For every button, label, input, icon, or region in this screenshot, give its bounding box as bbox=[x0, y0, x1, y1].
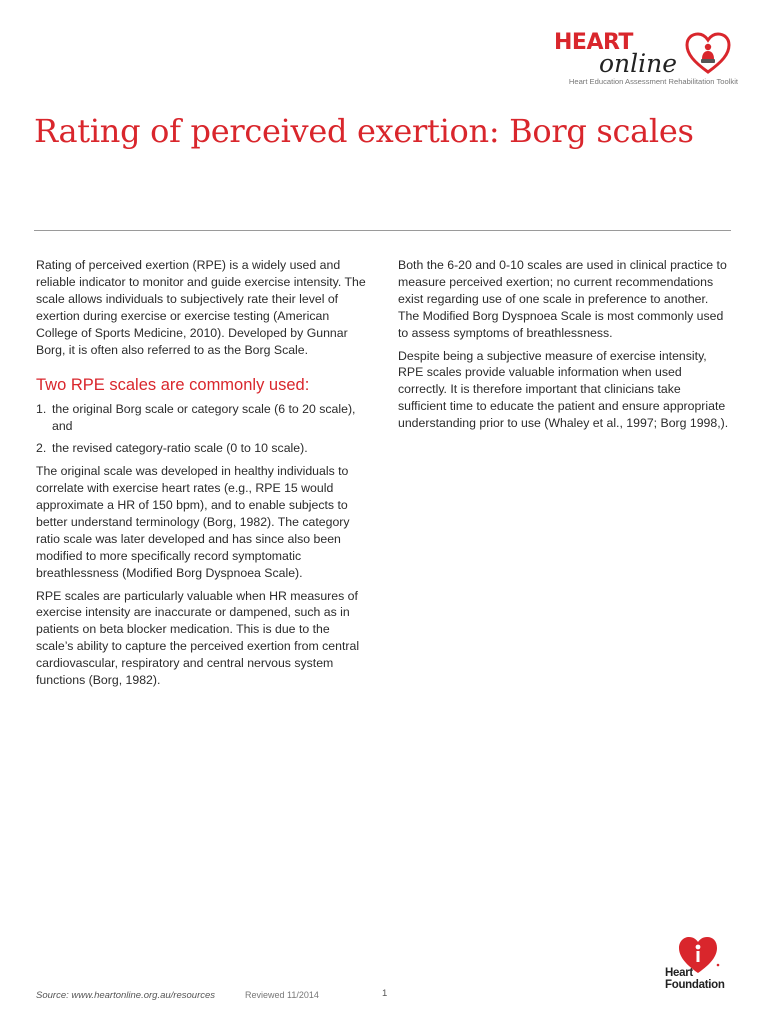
page-title: Rating of perceived exertion: Borg scales bbox=[34, 112, 694, 150]
foundation-line-2: Foundation bbox=[665, 979, 725, 991]
heart-foundation-logo bbox=[660, 935, 740, 995]
right-column bbox=[398, 257, 732, 438]
left-column bbox=[36, 257, 370, 695]
list-item-number: 2. bbox=[36, 441, 47, 456]
original-scale-paragraph: The original scale was developed in healthy individuals to correlate with exercise heart rates (e.g., RPE 15 would approximate a HR of 150 bpm), and to enable subjects to better understand terminology (Borg, 1982). The category ratio scale was later developed and has since also been modified to more specifically record symptomatic breathlessness (Modified Borg Dyspnoea Scale). bbox=[36, 464, 350, 580]
heartonline-logo bbox=[548, 26, 738, 92]
heart-foundation-wordmark bbox=[665, 967, 735, 991]
clinical-use-paragraph: Both the 6-20 and 0-10 scales are used in clinical practice to measure perceived exertion; no current recommendations exist regarding use of one scale in preference to another. The Modified Borg Dyspnoea Scale is most commonly used to assess symptoms of breathlessness. bbox=[398, 258, 727, 340]
logo-online-text: online bbox=[599, 49, 678, 78]
scales-subheading: Two RPE scales are commonly used: bbox=[36, 376, 310, 395]
intro-paragraph: Rating of perceived exertion (RPE) is a widely used and reliable indicator to monitor and guide exercise intensity. The scale allows individuals to subjectively rate their level of exertion during exercise or exercise testing (American College of Sports Medicine, 2010). Developed by Gunnar Borg, it is often also referred to as the Borg Scale. bbox=[36, 258, 366, 357]
foundation-line-1: Heart bbox=[665, 967, 693, 979]
scales-list bbox=[36, 401, 370, 457]
list-item-text: the revised category-ratio scale (0 to 10 scale). bbox=[52, 441, 308, 456]
footer-source: Source: www.heartonline.org.au/resources bbox=[36, 990, 216, 1001]
rpe-value-paragraph: RPE scales are particularly valuable when HR measures of exercise intensity are inaccurate or dampened, such as in patients on beta blocker medication. This is due to the scale’s ability to capture the perceived exertion from central cardiovascular, respiratory and central nervous system functions (Borg, 1982). bbox=[36, 588, 360, 688]
page-number: 1 bbox=[382, 988, 388, 999]
list-item-number: 1. bbox=[36, 402, 47, 417]
heart-outline-icon bbox=[684, 32, 732, 76]
logo-heart-text: HEART bbox=[554, 30, 633, 55]
title-divider bbox=[34, 230, 731, 231]
list-item bbox=[36, 440, 370, 457]
footer-reviewed-date: Reviewed 11/2014 bbox=[245, 990, 319, 1000]
subjective-measure-paragraph: Despite being a subjective measure of exercise intensity, RPE scales provide valuable information when used correctly. It is therefore important that clinicians take sufficient time to educate the patient and ensure appropriate understanding prior to use (Whaley et al., 1997; Borg 1998,). bbox=[398, 348, 729, 431]
list-item-text: the original Borg scale or category scale (6 to 20 scale), and bbox=[52, 402, 356, 434]
logo-tagline: Heart Education Assessment Rehabilitation Toolkit bbox=[568, 77, 738, 86]
list-item bbox=[36, 401, 370, 435]
